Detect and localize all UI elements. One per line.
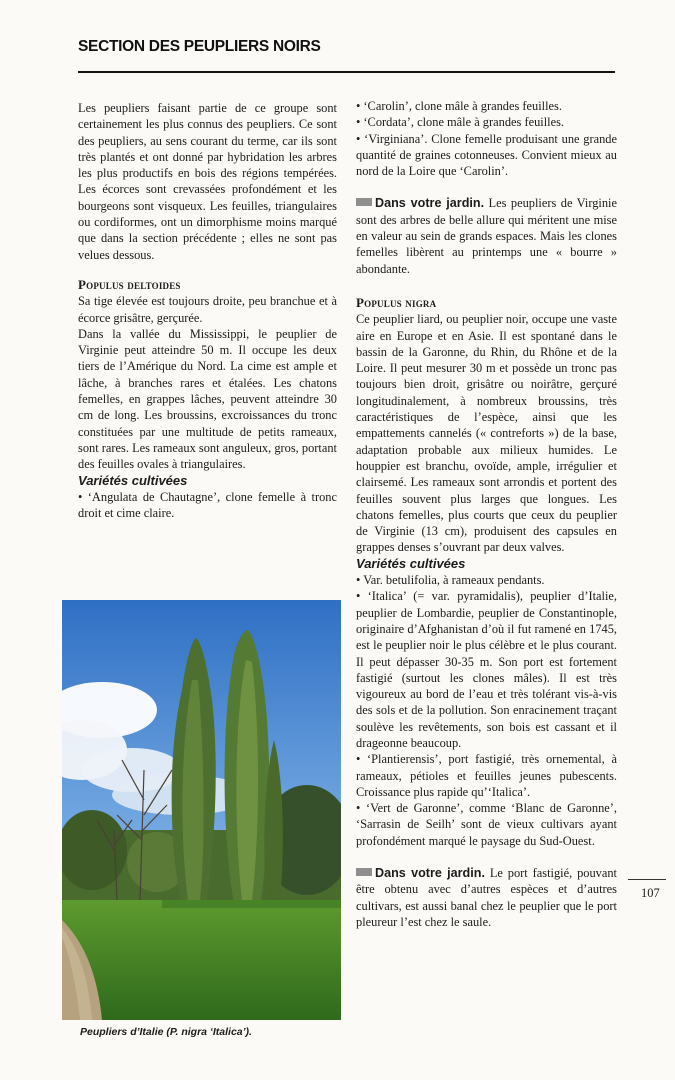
photo-caption: Peupliers d’Italie (P. nigra ‘Italica’). <box>80 1026 252 1038</box>
garden-note-2 <box>356 865 617 930</box>
variety-item: • ‘Angulata de Chautagne’, clone femelle à tronc droit et cime claire. <box>78 489 337 521</box>
right-column <box>356 98 617 930</box>
variety-item: • ‘Plantierensis’, port fastigié, très ornemental, à rameaux, pétioles et feuilles jeunes pubescents. Croissance plus rapide qu’‘Italica’. <box>356 752 617 799</box>
garden-label: Dans votre jardin. <box>375 866 485 881</box>
variety-item: • ‘Carolin’, clone mâle à grandes feuilles. <box>356 99 562 113</box>
garden-marker <box>356 868 372 876</box>
garden-label: Dans votre jardin. <box>375 196 485 211</box>
garden-note-1 <box>356 195 617 276</box>
deltoides-paragraph-2: Dans la vallée du Mississippi, le peuplier de Virginie peut atteindre 50 m. Il occupe les deux tiers de l’Amérique du Nord. La cime est ample et lâche, à branches rares et étalées. Les chatons femelles, en grappes lâches, peuvent atteindre 30 cm de long. Les broussins, excroissances du tronc constituées par une multitude de petits rameaux, sont rares. Les rameaux sont anguleux, gros, portant des feuilles ovales à triangulaires. <box>78 326 337 472</box>
deltoides-varieties-heading: Variétés cultivées <box>78 472 188 488</box>
variety-item: • ‘Vert de Garonne’, comme ‘Blanc de Garonne’, ‘Sarrasin de Seilh’ sont de vieux cultivars ayant profondément marqué le paysage du Sud-Ouest. <box>356 801 617 848</box>
nigra-varieties-heading: Variétés cultivées <box>356 555 466 571</box>
page-number: 107 <box>641 886 660 900</box>
deltoides-heading: Populus deltoides <box>78 276 181 292</box>
variety-item: • ‘Virginiana’. Clone femelle produisant une grande quantité de graines cotonneuses. Convient mieux au nord de la Loire que ‘Carolin’. <box>356 131 617 179</box>
poplar-photo <box>62 600 341 1020</box>
variety-item: • ‘Cordata’, clone mâle à grandes feuilles. <box>356 115 565 130</box>
variety-item: • ‘Italica’ (= var. pyramidalis), peuplier d’Italie, peuplier de Lombardie, peuplier de Constantinople, originaire d’Afghanistan d’où il fut ramené en 1745, est le peuplier noir le plus célèbre et le plus courant. Il peut dépasser 30-35 m. Son port est fortement fastigié (surtout les clones mâles). Il est très vigoureux au bord de l’eau et très tolérant vis-à-vis des sols et de la pollution. Son enracinement traçant soulève les revêtements, son bois est cassant et il drageonne beaucoup. <box>356 589 617 750</box>
intro-paragraph: Les peupliers faisant partie de ce groupe sont certainement les plus connus des peupliers. Ce sont des peupliers, au sens courant du terme, car ils sont très plantés et ont donné par hybridation les arbres les plus productifs en bois des régions tempérées. Les écorces sont crevassées profondément et les bourgeons sont visqueux. Les feuilles, triangulaires ou cordiformes, ont un dimorphisme moins marqué que dans la section précédente ; elles ne sont pas velues dessous. <box>78 101 337 262</box>
section-title: SECTION DES PEUPLIERS NOIRS <box>78 38 321 55</box>
variety-item: • Var. betulifolia, à rameaux pendants. <box>356 573 545 588</box>
left-column <box>78 100 337 521</box>
nigra-paragraph: Ce peuplier liard, ou peuplier noir, occupe une vaste aire en Europe et en Asie. Il est spontané dans le bassin de la Garonne, du Rhin, du Rhône et de la Loire. Il peut mesurer 30 m et possède un tronc pas toujours bien droit, grisâtre ou noirâtre, gerçuré longitudinalement, à nombreux broussins, très caractéristiques de l’espèce, ainsi que les empattements cannelés (« contreforts ») de la base, adaptation probable aux milieux humides. Le houppier est branchu, ovoïde, ample, irrégulier et clairsemé. Les rameaux sont arrondis et portent des feuilles souvent plus larges que longues. Les chatons femelles, plus courts que ceux du peuplier de Virginie (13 cm), produisent des capsules en grappes denses s’ouvrant par deux valves. <box>356 312 617 555</box>
garden-note-text: Le port fastigié, pouvant être obtenu avec d’autres espèces et d’autres cultivars, est aussi banal chez le peuplier que le port pleureur l’est chez le saule. <box>356 866 617 929</box>
page-number-rule <box>628 879 666 880</box>
header-rule <box>78 71 615 73</box>
garden-note-text: Les peupliers de Virginie sont des arbres de belle allure qui méritent une mise en valeur au sein de grands espaces. Mais les clones femelles libèrent au printemps une « bourre » abondante. <box>356 196 617 276</box>
deltoides-paragraph-1: Sa tige élevée est toujours droite, peu branchue et à écorce grisâtre, gerçurée. <box>78 294 337 325</box>
nigra-heading: Populus nigra <box>356 294 437 310</box>
garden-marker <box>356 198 372 206</box>
